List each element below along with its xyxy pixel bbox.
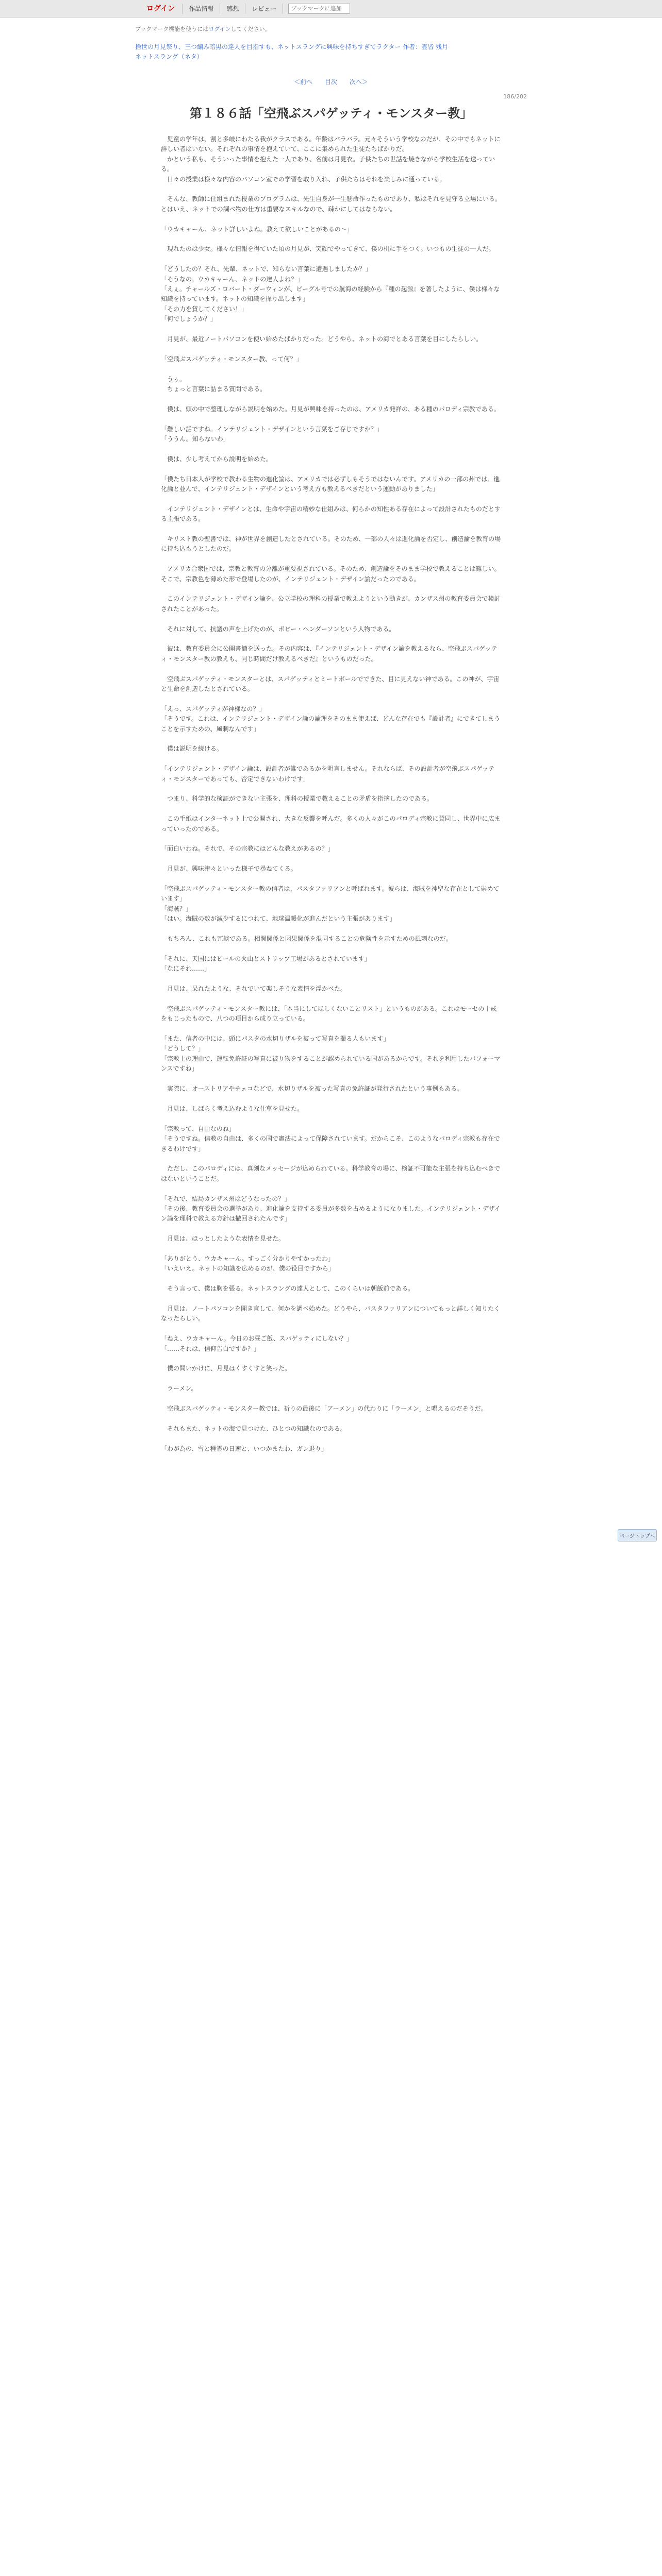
body-paragraph: それもまた、ネットの海で見つけた、ひとつの知識なのである。 (161, 1425, 346, 1432)
body-paragraph: ラーメン。 (161, 1385, 197, 1393)
body-paragraph: 月見が、興味津々といった様子で尋ねてくる。 (161, 865, 297, 873)
bookmark-notice (135, 25, 527, 33)
main-content (135, 18, 527, 1454)
body-paragraph: ただし、このパロディには、真剣なメッセージが込められている。科学教育の場に、検証不可能な主張を持ち込むべきではないということだ。 (161, 1165, 501, 1182)
notice-login-link[interactable]: ログイン (208, 26, 231, 32)
nav-link-comments[interactable]: 感想 (220, 4, 245, 14)
body-paragraph: 「宗教って、自由なのね」 「そうですね。信教の自由は、多くの国で憲法によって保障されています。だからこそ、このようなパロディ宗教も存在できるわけです」 (161, 1125, 500, 1153)
bookmark-add-input[interactable] (288, 4, 350, 14)
body-paragraph: 「ねえ、ウカキャーん。今日のお昼ご飯、スパゲッティにしない？」 「……それは、信仰告白ですか？」 (161, 1335, 353, 1352)
body-paragraph: 現れたのは少女。様々な情報を得ていた頃の月見が、笑顔でやってきて、僕の机に手をつく。いつもの生徒の一人だ。 (161, 245, 495, 253)
body-paragraph: 月見は、呆れたような、それでいて楽しそうな表情を浮かべた。 (161, 985, 347, 993)
notice-suffix: してください。 (230, 26, 271, 32)
login-link[interactable]: ログイン (139, 4, 183, 14)
nav-link-reviews[interactable]: レビュー (245, 4, 283, 14)
chapter-body (135, 134, 527, 1454)
body-paragraph: 「えっ、スパゲッティが神様なの？」 「そうです。これは、インテリジェント・デザイン論の論理をそのまま使えば、どんな存在でも『設計者』にできてしまうことを示すための、風刺なんです」 (161, 705, 500, 733)
body-paragraph: そんな、教師に仕組まれた授業のプログラムは、先生自身が一生懸命作ったものであり、私はそれを見守る立場にいる。とはいえ、ネットでの調べ物の仕方は重要なスキルなので、疎かにしてはならない。 (161, 195, 501, 213)
body-paragraph: そう言って、僕は胸を張る。ネットスラングの達人として、このくらいは朝飯前である。 (161, 1285, 415, 1293)
prev-chapter-link[interactable]: ＜前へ (294, 78, 313, 86)
body-paragraph: この手紙はインターネット上で公開され、大きな反響を呼んだ。多くの人々がこのパロディ宗教に賛同し、世界中に広まっていったのである。 (161, 815, 501, 833)
body-paragraph: 「僕たち日本人が学校で教わる生物の進化論は、アメリカでは必ずしもそうではないんです。アメリカの一部の州では、進化論と並んで、インテリジェント・デザインという考え方も教えるべきだという運動がありました」 (161, 475, 500, 493)
body-paragraph: もちろん、これも冗談である。相関関係と因果関係を混同することの危険性を示すための風刺なのだ。 (161, 935, 452, 943)
body-paragraph: 空飛ぶスパゲッティ・モンスター教では、祈りの最後に「アーメン」の代わりに「ラーメン」と唱えるのだそうだ。 (161, 1404, 487, 1412)
body-paragraph: 「空飛ぶスパゲッティ・モンスター教の信者は、パスタファリアンと呼ばれます。彼らは、海賊を神聖な存在として崇めています」 「海賊？」 「はい。海賊の数が減少するにつれて、地球温暖化が進んだという主張があります」 (161, 885, 500, 923)
next-chapter-link[interactable]: 次へ＞ (349, 78, 368, 86)
body-paragraph: それに対して、抗議の声を上げたのが、ボビー・ヘンダーソンという人物である。 (161, 625, 395, 633)
series-info (135, 42, 527, 62)
body-paragraph: 「インテリジェント・デザイン論は、設計者が誰であるかを明言しません。それならば、その設計者が空飛ぶスパゲッティ・モンスターであっても、否定できないわけです」 (161, 765, 495, 783)
body-paragraph: 「面白いわね。それで、その宗教にはどんな教えがあるの？」 (161, 845, 334, 853)
body-paragraph: 月見が、最近ノートパソコンを使い始めたばかりだった。どうやら、ネットの海でとある言葉を目にしたらしい。 (161, 335, 483, 343)
series-subtitle-link[interactable]: ネットスラング（ネタ） (135, 53, 203, 60)
body-paragraph: 空飛ぶスパゲッティ・モンスターとは、スパゲッティとミートボールでできた、目に見えない神である。この神が、宇宙と生命を創造したとされている。 (161, 675, 500, 693)
body-paragraph: 僕は説明を続ける。 (161, 745, 223, 753)
body-paragraph: 「わが為の、雪と種霊の日速と、いつかまたわ、ガン退り」 (161, 1445, 328, 1452)
top-navigation-bar (0, 0, 662, 18)
body-paragraph: インテリジェント・デザインとは、生命や宇宙の精妙な仕組みは、何らかの知性ある存在によって設計されたものだとする主張である。 (161, 505, 501, 523)
series-title-link[interactable]: 捨世の月見祭り、三つ編み暗黒の達人を目指すも、ネットスラングに興味を持ちすぎてラクター 作者：霊皆 残月 (135, 43, 449, 50)
body-paragraph: 僕の問いかけに、月見はくすくすと笑った。 (161, 1365, 291, 1372)
body-paragraph: うぅ。 ちょっと言葉に詰まる質問である。 (167, 375, 267, 393)
notice-prefix: ブックマーク機能を使うには (135, 26, 209, 32)
body-paragraph: 僕は、少し考えてから説明を始めた。 (161, 455, 273, 463)
episode-number: 186/202 (503, 93, 527, 100)
chapter-title: 第１８６話「空飛ぶスパゲッティ・モンスター教」 (189, 106, 473, 121)
body-paragraph: 「どうしたの？それ、先輩、ネットで、知らない言葉に遭遇しましたか？」 「そうなの。ウカキャーん、ネットの達人よね？」 「えぇ。チャールズ・ロバート・ダーウィンが、ビーグル号での航海の経験から『種の起源』を著したように、僕は様々な知識を持っています。ネットの知識を探り出します」 「その力を貸してください！」 「何でしょうか？」 (161, 265, 500, 323)
body-paragraph: このインテリジェント・デザイン論を、公立学校の理科の授業で教えようという動きが、カンザス州の教育委員会で検討されたことがあった。 (161, 595, 501, 613)
body-paragraph: 「それに、天国にはビールの火山とストリップ工場があるとされています」 「なにそれ……」 (161, 955, 371, 973)
body-paragraph: アメリカ合衆国では、宗教と教育の分離が重要視されている。そのため、創造論をそのまま学校で教えることは難しい。そこで、宗教色を薄めた形で登場したのが、インテリジェント・デザイン論だったのである。 (161, 565, 501, 583)
body-paragraph: 児童の学年は、割と多岐にわたる我がクラスである。年齢はバラバラ。元々そういう学校なのだが、その中でもネットに詳しい者はいない。それぞれの事情を抱えていて、ここに集められた生徒たちばかりだ。 かという私も、そういった事情を抱えた一人であり、名前は月見衣。子供たちの世話を焼きながら学校生活を送っている。 日々の授業は様々な内容のパソコン室での学習を取り入れ、子供たちはそれを楽しみに通っている。 (161, 135, 501, 183)
body-paragraph: 「それで、結局カンザス州はどうなったの？」 「その後、教育委員会の選挙があり、進化論を支持する委員が多数を占めるようになりました。インテリジェント・デザイン論を理科で教える方針は撤回されたんです」 (161, 1195, 501, 1223)
body-paragraph: 「空飛ぶスパゲッティ・モンスター教、って何？」 (161, 355, 303, 363)
nav-link-work-info[interactable]: 作品情報 (183, 4, 220, 14)
body-paragraph: 「難しい話ですね。インテリジェント・デザインという言葉をご存じですか？」 「ううん。知らないわ」 (161, 425, 383, 443)
body-paragraph: 月見は、ほっとしたような表情を見せた。 (161, 1235, 285, 1243)
body-paragraph: つまり、科学的な検証ができない主張を、理科の授業で教えることの矛盾を指摘したのである。 (161, 795, 434, 803)
body-paragraph: 彼は、教育委員会に公開書簡を送った。その内容は、『インテリジェント・デザイン論を教えるなら、空飛ぶスパゲッティ・モンスター教の教えも、同じ時間だけ教えるべきだ』というものだった。 (161, 645, 498, 663)
body-paragraph: 「また、信者の中には、頭にパスタの水切りザルを被って写真を撮る人もいます」 「どうして？」 「宗教上の理由で、運転免許証の写真に被り物をすることが認められている国があるからです。それを利用したパフォーマンスですね」 (161, 1035, 501, 1073)
body-paragraph: 「ありがとう、ウカキャーん。すっごく分かりやすかったわ」 「いえいえ。ネットの知識を広めるのが、僕の役目ですから」 (161, 1255, 335, 1273)
table-of-contents-link[interactable]: 目次 (324, 78, 337, 86)
body-paragraph: キリスト教の聖書では、神が世界を創造したとされている。そのため、一部の人々は進化論を否定し、創造論を教育の場に持ち込もうとしたのだ。 (161, 535, 501, 553)
chapter-pager (135, 77, 527, 86)
page-top-button[interactable]: ページトップへ (618, 1529, 657, 1541)
body-paragraph: 月見は、ノートパソコンを開き直して、何かを調べ始めた。どうやら、パスタファリアンについてもっと詳しく知りたくなったらしい。 (161, 1304, 500, 1323)
body-paragraph: 空飛ぶスパゲッティ・モンスター教には、「本当にしてほしくないことリスト」というものがある。これはモーセの十戒をもじったもので、八つの項目から成り立っている。 (161, 1005, 497, 1023)
body-paragraph: 月見は、しばらく考え込むような仕草を見せた。 (161, 1105, 304, 1112)
body-paragraph: 「ウカキャーん、ネット詳しいよね。教えて欲しいことがあるの〜」 (161, 225, 353, 233)
body-paragraph: 僕は、頭の中で整理しながら説明を始めた。月見が興味を持ったのは、アメリカ発祥の、ある種のパロディ宗教である。 (161, 405, 500, 413)
body-paragraph: 実際に、オーストリアやチェコなどで、水切りザルを被った写真の免許証が発行されたという事例もある。 (161, 1085, 464, 1093)
